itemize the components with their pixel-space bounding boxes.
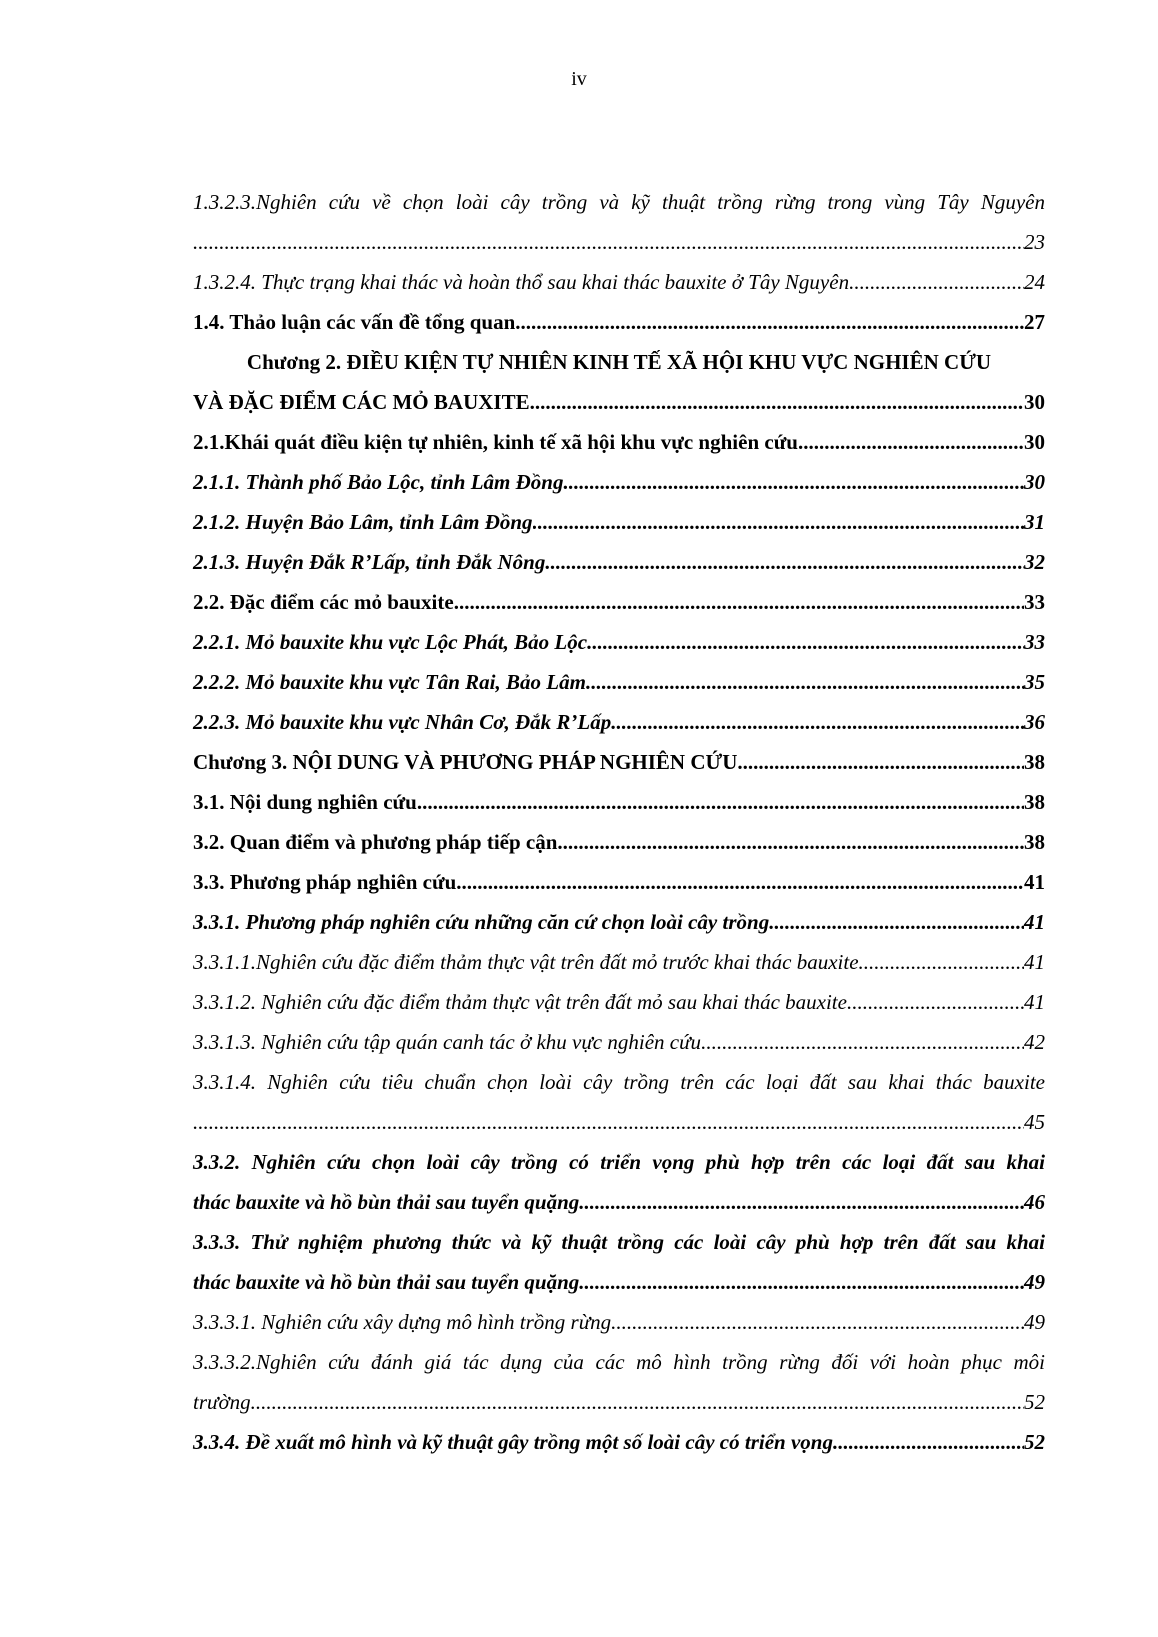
toc-entry[interactable] [193, 342, 1045, 382]
toc-entry-page: 49 [1024, 1310, 1045, 1334]
toc-entry[interactable] [193, 702, 1045, 742]
toc-entry-title: trường [193, 1390, 251, 1414]
table-of-contents [193, 182, 1045, 1462]
toc-dot-leader [533, 502, 1024, 542]
toc-entry-page: 46 [1024, 1190, 1045, 1214]
toc-entry-page: 35 [1024, 670, 1045, 694]
toc-entry-title: 2.1.Khái quát điều kiện tự nhiên, kinh tế xã hội khu vực nghiên cứu [193, 430, 798, 454]
toc-dot-leader [586, 662, 1024, 702]
toc-entry[interactable] [193, 1142, 1045, 1182]
toc-entry[interactable] [193, 782, 1045, 822]
toc-entry-title: 1.4. Thảo luận các vấn đề tổng quan [193, 310, 516, 334]
toc-entry[interactable] [193, 1182, 1045, 1222]
toc-entry-page: 38 [1024, 750, 1045, 774]
toc-entry-title: Chương 2. ĐIỀU KIỆN TỰ NHIÊN KINH TẾ XÃ HỘI KHU VỰC NGHIÊN CỨU [246, 350, 992, 374]
toc-entry-page: 52 [1024, 1430, 1045, 1454]
toc-entry[interactable] [193, 742, 1045, 782]
toc-entry-page: 33 [1024, 630, 1045, 654]
toc-entry-page: 41 [1024, 910, 1045, 934]
toc-dot-leader [193, 222, 1024, 262]
toc-dot-leader [251, 1382, 1024, 1422]
toc-entry[interactable] [193, 1062, 1045, 1102]
toc-entry-page: 31 [1024, 510, 1045, 534]
toc-entry[interactable] [193, 262, 1045, 302]
toc-entry-title: 2.2.1. Mỏ bauxite khu vực Lộc Phát, Bảo Lộc [193, 630, 588, 654]
toc-entry[interactable] [193, 1422, 1045, 1462]
toc-entry-title: 3.3.1. Phương pháp nghiên cứu những căn cứ chọn loài cây trồng [193, 910, 770, 934]
toc-dot-leader [769, 902, 1024, 942]
toc-entry-title: Chương 3. NỘI DUNG VÀ PHƯƠNG PHÁP NGHIÊN CỨU [193, 750, 738, 774]
toc-entry-title: 1.3.2.3.Nghiên cứu về chọn loài cây trồng và kỹ thuật trồng rừng trong vùng Tây Nguyên [193, 190, 1045, 214]
toc-entry[interactable] [193, 862, 1045, 902]
toc-entry-title: 3.3.3.2.Nghiên cứu đánh giá tác dụng của các mô hình trồng rừng đối với hoàn phục môi [193, 1350, 1045, 1374]
toc-dot-leader [579, 1182, 1024, 1222]
toc-entry-title: 3.1. Nội dung nghiên cứu [193, 790, 417, 814]
toc-entry-title: 3.2. Quan điểm và phương pháp tiếp cận [193, 830, 558, 854]
toc-entry-page: 38 [1024, 790, 1045, 814]
toc-dot-leader [579, 1262, 1024, 1302]
toc-entry-title: 2.1.3. Huyện Đắk R’Lấp, tỉnh Đắk Nông [193, 550, 546, 574]
toc-entry[interactable] [193, 542, 1045, 582]
toc-dot-leader [859, 942, 1024, 982]
toc-entry[interactable] [193, 582, 1045, 622]
toc-entry-page: 42 [1024, 1030, 1045, 1054]
toc-entry[interactable] [193, 1262, 1045, 1302]
toc-entry-page: 41 [1024, 870, 1045, 894]
toc-entry[interactable] [193, 622, 1045, 662]
toc-entry[interactable] [193, 1342, 1045, 1382]
toc-entry-page: 38 [1024, 830, 1045, 854]
toc-dot-leader [515, 302, 1024, 342]
toc-entry-page: 32 [1024, 550, 1045, 574]
toc-entry-title: 2.2.2. Mỏ bauxite khu vực Tân Rai, Bảo Lâm [193, 670, 586, 694]
toc-entry-page: 30 [1024, 470, 1045, 494]
toc-entry[interactable] [193, 1222, 1045, 1262]
toc-entry-title: 3.3.1.3. Nghiên cứu tập quán canh tác ở khu vực nghiên cứu [193, 1030, 702, 1054]
toc-entry[interactable] [193, 982, 1045, 1022]
page-number: iv [571, 68, 587, 90]
toc-entry[interactable] [193, 222, 1045, 262]
toc-entry-title: 3.3. Phương pháp nghiên cứu [193, 870, 457, 894]
toc-dot-leader [557, 822, 1024, 862]
toc-dot-leader [798, 422, 1024, 462]
toc-entry[interactable] [193, 502, 1045, 542]
toc-entry-title: thác bauxite và hồ bùn thải sau tuyển quặng [193, 1270, 580, 1294]
toc-entry[interactable] [193, 422, 1045, 462]
toc-entry-title: 3.3.2. Nghiên cứu chọn loài cây trồng có triển vọng phù hợp trên các loại đất sau khai [193, 1150, 1045, 1174]
toc-entry-page: 24 [1024, 270, 1045, 294]
toc-entry-title: thác bauxite và hồ bùn thải sau tuyển quặng [193, 1190, 580, 1214]
toc-dot-leader [737, 742, 1024, 782]
toc-dot-leader [193, 1102, 1024, 1142]
toc-entry-title: 3.3.1.1.Nghiên cứu đặc điểm thảm thực vật trên đất mỏ trước khai thác bauxite [193, 950, 859, 974]
toc-entry-page: 41 [1024, 990, 1045, 1014]
toc-dot-leader [849, 262, 1024, 302]
toc-entry-title: 3.3.3.1. Nghiên cứu xây dựng mô hình trồng rừng [193, 1310, 612, 1334]
toc-entry[interactable] [193, 182, 1045, 222]
toc-entry[interactable] [193, 1382, 1045, 1422]
toc-entry-page: 49 [1024, 1270, 1045, 1294]
toc-dot-leader [456, 862, 1024, 902]
toc-entry[interactable] [193, 942, 1045, 982]
toc-dot-leader [833, 1422, 1024, 1462]
toc-dot-leader [847, 982, 1024, 1022]
toc-entry-title: 2.1.1. Thành phố Bảo Lộc, tỉnh Lâm Đồng [193, 470, 564, 494]
toc-entry-title: 2.2. Đặc điểm các mỏ bauxite [193, 590, 454, 614]
toc-entry-title: 3.3.4. Đề xuất mô hình và kỹ thuật gây trồng một số loài cây có triển vọng [193, 1430, 833, 1454]
toc-entry-title: 2.2.3. Mỏ bauxite khu vực Nhân Cơ, Đắk R’Lấp [193, 710, 612, 734]
toc-entry-page: 30 [1024, 430, 1045, 454]
toc-entry[interactable] [193, 902, 1045, 942]
toc-entry[interactable] [193, 822, 1045, 862]
toc-dot-leader [701, 1022, 1024, 1062]
toc-entry-page: 23 [1024, 230, 1045, 254]
toc-entry[interactable] [193, 462, 1045, 502]
toc-entry-title: 3.3.1.2. Nghiên cứu đặc điểm thảm thực vật trên đất mỏ sau khai thác bauxite [193, 990, 847, 1014]
toc-entry-page: 52 [1024, 1390, 1045, 1414]
toc-entry-title: 3.3.3. Thử nghiệm phương thức và kỹ thuật trồng các loài cây phù hợp trên đất sau khai [193, 1230, 1045, 1254]
toc-entry[interactable] [193, 1302, 1045, 1342]
toc-dot-leader [611, 702, 1024, 742]
toc-entry-page: 41 [1024, 950, 1045, 974]
toc-entry[interactable] [193, 382, 1045, 422]
toc-entry[interactable] [193, 662, 1045, 702]
toc-entry[interactable] [193, 1102, 1045, 1142]
toc-dot-leader [587, 622, 1024, 662]
toc-dot-leader [530, 382, 1024, 422]
toc-dot-leader [454, 582, 1024, 622]
toc-dot-leader [611, 1302, 1024, 1342]
toc-entry-title: 2.1.2. Huyện Bảo Lâm, tỉnh Lâm Đồng [193, 510, 533, 534]
toc-entry-page: 45 [1024, 1110, 1045, 1134]
toc-entry-title: 3.3.1.4. Nghiên cứu tiêu chuẩn chọn loài cây trồng trên các loại đất sau khai thác bauxite [193, 1070, 1045, 1094]
toc-entry-page: 33 [1024, 590, 1045, 614]
toc-entry-page: 27 [1024, 310, 1045, 334]
toc-entry-page: 30 [1024, 390, 1045, 414]
toc-entry-page: 36 [1024, 710, 1045, 734]
toc-entry-title: VÀ ĐẶC ĐIỂM CÁC MỎ BAUXITE [193, 390, 530, 414]
toc-entry-title: 1.3.2.4. Thực trạng khai thác và hoàn thổ sau khai thác bauxite ở Tây Nguyên [193, 270, 850, 294]
toc-entry[interactable] [193, 302, 1045, 342]
toc-dot-leader [417, 782, 1024, 822]
toc-dot-leader [563, 462, 1024, 502]
toc-entry[interactable] [193, 1022, 1045, 1062]
toc-dot-leader [545, 542, 1024, 582]
